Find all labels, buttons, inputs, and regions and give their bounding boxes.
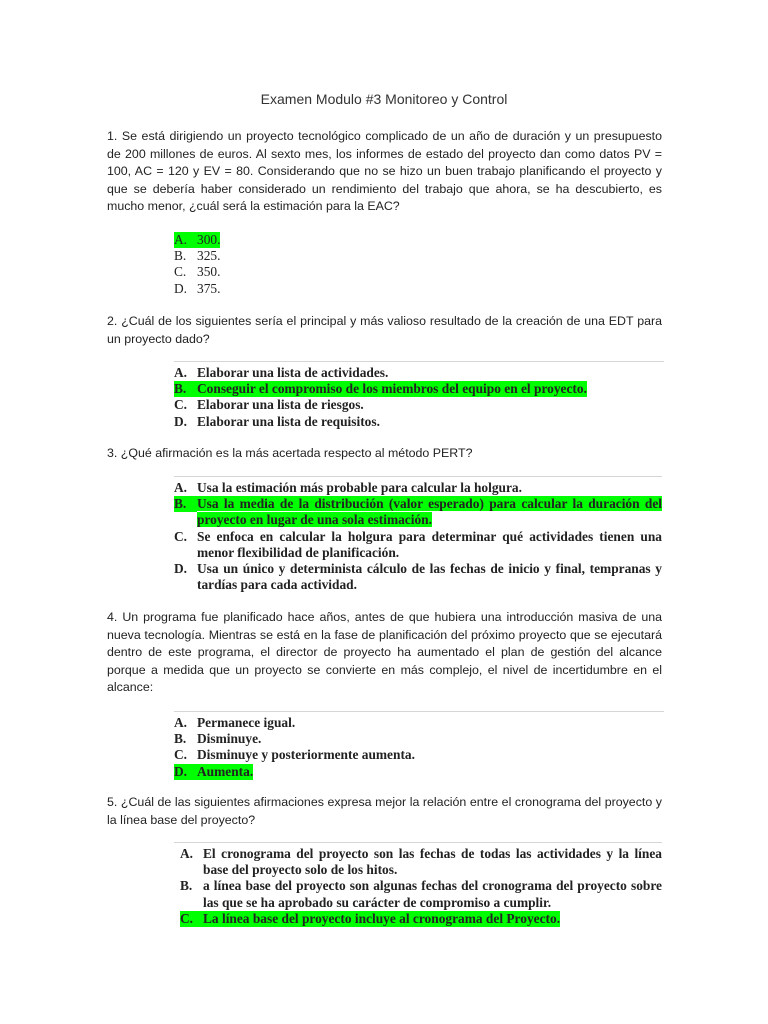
option-1b [174,248,374,264]
option-letter: D. [174,764,197,780]
option-letter: B. [174,496,197,512]
option-text: Se enfoca en calcular la holgura para determinar qué actividades tienen una menor flexibilidad de planificación. [197,528,662,560]
option-2b [174,381,664,397]
question-3-text: 3. ¿Qué afirmación es la más acertada respecto al método PERT? [107,446,473,460]
question-1-options [174,232,374,297]
option-5c [174,911,662,927]
option-letter: B. [174,731,187,747]
option-letter: B. [174,248,187,264]
option-letter: A. [174,480,188,495]
option-text: Usa un único y determinista cálculo de las fechas de inicio y final, tempranas y tardías para cada actividad. [197,561,662,593]
question-4-options [174,711,664,780]
option-5b [174,878,662,910]
option-letter: D. [174,413,188,429]
option-text: 375. [197,280,221,296]
option-letter: A. [180,846,194,861]
option-text: Elaborar una lista de riesgos. [197,397,364,413]
option-text: 350. [197,264,221,280]
option-text: 325. [197,248,221,264]
option-2a [174,365,664,381]
option-text: Disminuye y posteriormente aumenta. [197,747,415,763]
option-text: Disminuye. [197,731,262,747]
option-text: 300. [197,232,221,247]
question-5-text: 5. ¿Cuál de las siguientes afirmaciones expresa mejor la relación entre el cronograma del proyecto y la línea base del proyecto? [107,795,662,827]
option-text: Permanece igual. [197,715,296,730]
option-letter: D. [174,280,188,296]
option-4a [174,715,664,731]
option-letter: B. [174,381,197,397]
option-letter: C. [174,397,188,413]
option-text: La línea base del proyecto incluye al cronograma del Proyecto. [203,910,561,926]
option-letter: A. [174,715,188,730]
question-4-text: 4. Un programa fue planificado hace años, antes de que hubiera una introducción masiva de una nueva tecnología. Mientras se está en la fase de planificación del próximo proyecto que se ejecutará dentro de este programa, el director de proyecto ha aumentado el plan de gestión del alcance porque a medida que un proyecto se convierte en más complejo, el nivel de incertidumbre en el alcance: [107,610,662,694]
option-1c [174,264,374,280]
option-letter: C. [180,911,203,927]
option-letter: B. [180,878,193,894]
question-3-options [174,476,662,593]
option-1a [174,232,374,248]
option-letter: C. [174,747,188,763]
option-text: a línea base del proyecto son algunas fechas del cronograma del proyecto sobre las que se ha aprobado su carácter de compromiso a cumplir. [203,878,662,910]
option-text-highlight: Usa la media de la distribución (valor esperado) para calcular la duración del proyecto en lugar de una sola estimación. [197,496,662,528]
option-text: Conseguir el compromiso de los miembros del equipo en el proyecto. [197,381,587,397]
option-text: El cronograma del proyecto son las fechas de todas las actividades y la línea base del proyecto solo de los hitos. [203,846,662,878]
question-2-options [174,361,664,430]
option-2c [174,397,664,413]
option-text [197,496,662,528]
option-1d [174,281,374,297]
option-text: Elaborar una lista de requisitos. [197,413,380,429]
question-2-text: 2. ¿Cuál de los siguientes sería el principal y más valioso resultado de la creación de una EDT para un proyecto dado? [107,314,662,346]
option-5a [174,846,662,878]
option-text: Elaborar una lista de actividades. [197,365,389,380]
option-letter: A. [174,365,188,380]
question-1-text: 1. Se está dirigiendo un proyecto tecnológico complicado de un año de duración y un presupuesto de 200 millones de euros. Al sexto mes, los informes de estado del proyecto dan como datos PV = 100, AC = 120 y EV = 80. Considerando que no se hizo un buen trabajo planificando el proyecto y que se debería haber considerado un rendimiento del trabajo que ahora, se ha descubierto, es mucho menor, ¿cuál será la estimación para la EAC? [107,129,662,213]
option-text: Aumenta. [197,763,254,779]
option-4b [174,731,664,747]
option-3b [174,496,662,528]
page-title: Examen Modulo #3 Monitoreo y Control [260,91,508,107]
option-3c [174,529,662,561]
option-letter: A. [174,232,197,248]
option-4d [174,764,664,780]
option-text: Usa la estimación más probable para calcular la holgura. [197,480,522,495]
option-letter: D. [174,561,188,577]
option-3d [174,561,662,593]
option-3a [174,480,662,496]
option-4c [174,747,664,763]
option-letter: C. [174,528,188,544]
question-5-options [174,842,662,927]
option-letter: C. [174,264,187,280]
option-2d [174,414,664,430]
